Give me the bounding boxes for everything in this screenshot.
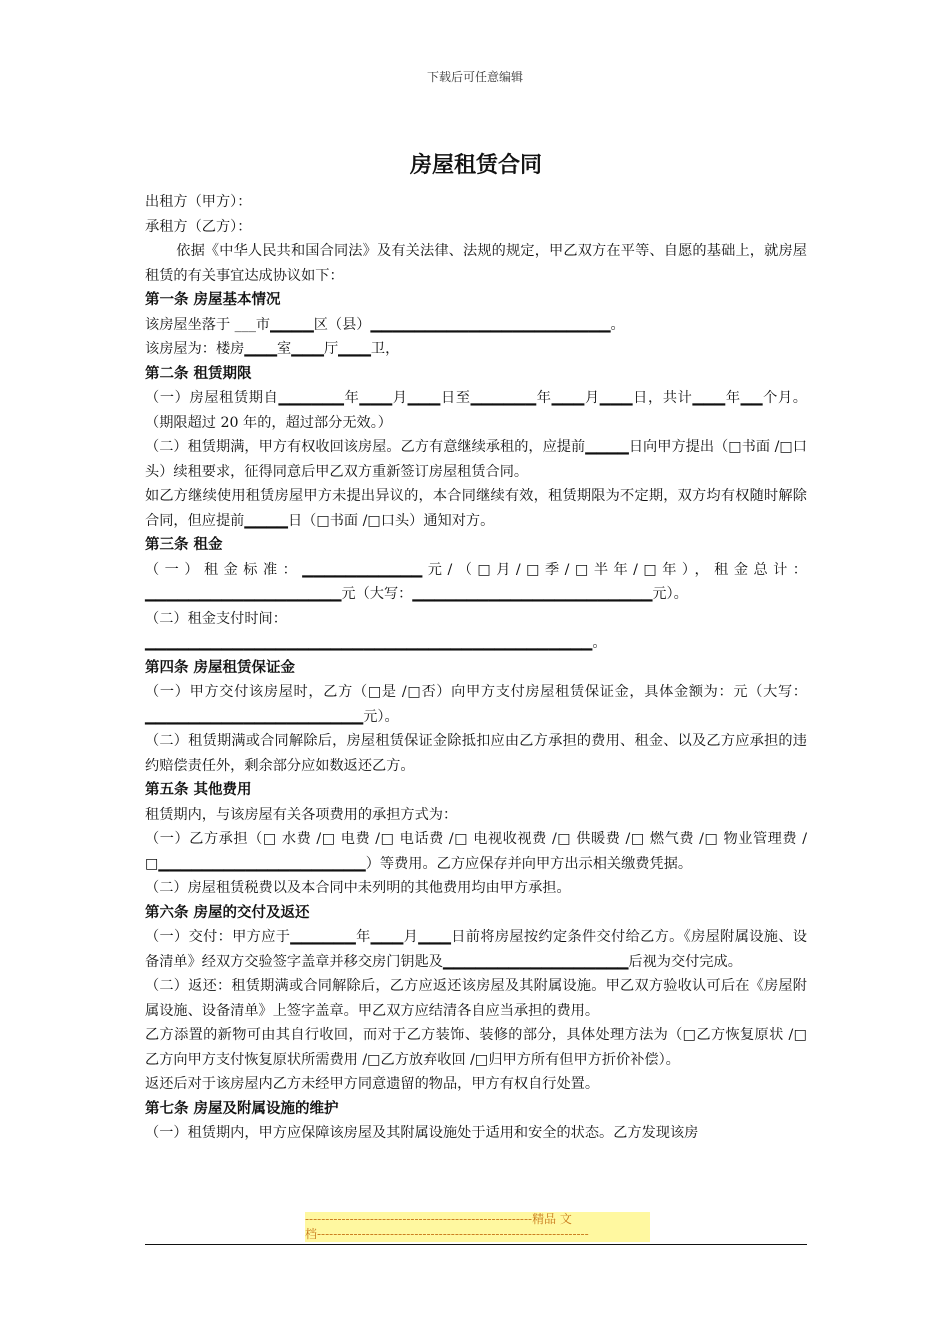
lease-term-clause-2: （二）租赁期满，甲方有权收回该房屋。乙方有意继续承租的，应提前▁▁▁▁日向甲方提出（□书面 /□口头）续租要求，征得同意后甲乙双方重新签订房屋租赁合同。 xyxy=(145,439,807,480)
document-title: 房屋租赁合同 xyxy=(409,152,542,178)
preamble: 依据《中华人民共和国合同法》及有关法律、法规的规定，甲乙双方在平等、自愿的基础上，就房屋租赁的有关事宜达成协议如下： xyxy=(145,243,807,284)
delivery-clause: （一）交付：甲方应于▁▁▁▁▁▁年▁▁▁月▁▁▁日前将房屋按约定条件交付给乙方。《房屋附属设施、设备清单》经双方交验签字盖章并移交房门钥匙及▁▁▁▁▁▁▁▁▁▁▁▁▁▁▁▁▁后视为交付完成。 xyxy=(145,929,807,970)
fees-clause-1: （一）乙方承担（□ 水费 /□ 电费 /□ 电话费 /□ 电视收视费 /□ 供暖费 /□ 燃气费 /□ 物业管理费 /□▁▁▁▁▁▁▁▁▁▁▁▁▁▁▁▁▁▁▁）等费用。乙方应保存并向甲方出示相关缴费凭据。 xyxy=(145,831,807,872)
fees-clause-2: （二）房屋租赁税费以及本合同中未列明的其他费用均由甲方承担。 xyxy=(145,880,571,896)
fees-intro: 租赁期内，与该房屋有关各项费用的承担方式为： xyxy=(145,806,458,823)
rent-payment-blank: ▁▁▁▁▁▁▁▁▁▁▁▁▁▁▁▁▁▁▁▁▁▁▁▁▁▁▁▁▁▁▁▁▁▁▁▁▁▁▁▁▁。 xyxy=(145,635,607,651)
header-note: 下载后可任意编辑 xyxy=(426,70,523,84)
deposit-clause-1: （一）甲方交付该房屋时，乙方（□是 /□否）向甲方支付房屋租赁保证金，具体金额为：元（大写：▁▁▁▁▁▁▁▁▁▁▁▁▁▁▁▁▁▁▁▁元）。 xyxy=(145,684,807,725)
house-layout: 该房屋为：楼房▁▁▁室▁▁▁厅▁▁▁卫， xyxy=(145,341,400,357)
rent-payment-time: （二）租金支付时间： xyxy=(145,610,287,627)
footer-divider xyxy=(145,1244,807,1245)
footer-watermark xyxy=(305,1212,650,1242)
document-body xyxy=(145,150,807,1146)
footer-line-1: --------------------------------------------------------精品 文 xyxy=(305,1212,572,1226)
left-items-clause: 返还后对于该房屋内乙方未经甲方同意遗留的物品，甲方有权自行处置。 xyxy=(145,1076,600,1092)
lease-term-clause-1: （一）房屋租赁期自▁▁▁▁▁▁年▁▁▁月▁▁▁日至▁▁▁▁▁▁年▁▁▁月▁▁▁日，共计▁▁▁年▁▁个月。（期限超过 20 年的，超过部分无效。） xyxy=(145,390,807,431)
deposit-clause-2: （二）租赁期满或合同解除后，房屋租赁保证金除抵扣应由乙方承担的费用、租金、以及乙方应承担的违约赔偿责任外，剩余部分应如数返还乙方。 xyxy=(145,733,807,774)
section-1-heading: 第一条 房屋基本情况 xyxy=(145,292,281,308)
house-location: 该房屋坐落于 ___市▁▁▁▁区（县）▁▁▁▁▁▁▁▁▁▁▁▁▁▁▁▁▁▁▁▁▁▁。 xyxy=(145,316,625,333)
footer-line-2: 档------------------------------------------------------------------- xyxy=(305,1227,589,1241)
section-6-heading: 第六条 房屋的交付及返还 xyxy=(145,904,310,921)
maintenance-clause-1: （一）租赁期内，甲方应保障该房屋及其附属设施处于适用和安全的状态。乙方发现该房 xyxy=(145,1125,699,1141)
lessee-line: 承租方（乙方）： xyxy=(145,218,252,235)
lease-term-clause-3: 如乙方继续使用租赁房屋甲方未提出异议的，本合同继续有效，租赁期限为不定期，双方均有权随时解除合同，但应提前▁▁▁▁日（□书面 /□口头）通知对方。 xyxy=(145,488,807,529)
lessor-line: 出租方（甲方）： xyxy=(145,194,252,210)
improvements-clause: 乙方添置的新物可由其自行收回，而对于乙方装饰、装修的部分，具体处理方法为（□乙方恢复原状 /□ 乙方向甲方支付恢复原状所需费用 /□乙方放弃收回 /□归甲方所有但甲方折价补偿）。 xyxy=(145,1027,807,1068)
section-5-heading: 第五条 其他费用 xyxy=(145,782,252,798)
section-3-heading: 第三条 租金 xyxy=(145,537,223,553)
rent-standard-clause: （一）租金标准：▁▁▁▁▁▁▁▁▁▁▁元/（□月/□季/□半年/□年），租金总计：▁▁▁▁▁▁▁▁▁▁▁▁▁▁▁▁▁▁元（大写：▁▁▁▁▁▁▁▁▁▁▁▁▁▁▁▁▁▁▁▁▁▁元）。 xyxy=(145,561,807,602)
section-2-heading: 第二条 租赁期限 xyxy=(145,365,252,382)
section-4-heading: 第四条 房屋租赁保证金 xyxy=(145,659,296,676)
section-7-heading: 第七条 房屋及附属设施的维护 xyxy=(145,1100,339,1117)
return-clause: （二）返还：租赁期满或合同解除后，乙方应返还该房屋及其附属设施。甲乙双方验收认可后在《房屋附属设施、设备清单》上签字盖章。甲乙双方应结清各自应当承担的费用。 xyxy=(145,978,807,1019)
